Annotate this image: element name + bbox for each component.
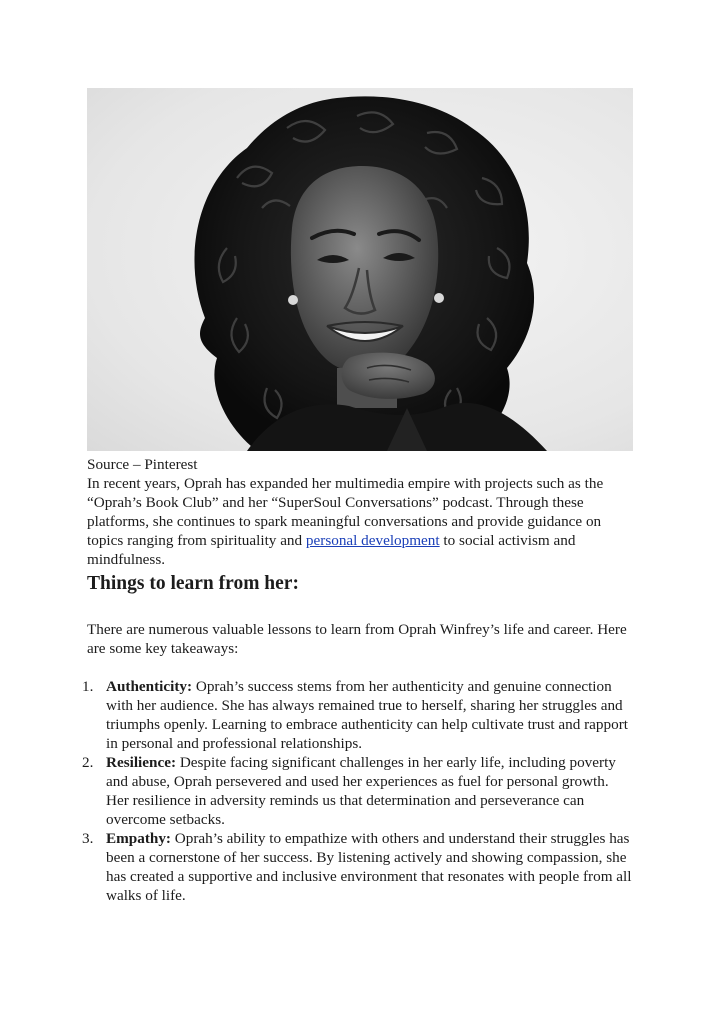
personal-development-link[interactable]: personal development (305, 532, 440, 549)
intro-text-before-link: In recent years, Oprah has expanded her multimedia empire with projects such as the “Oprah’s Book Club” and her “SuperSoul Conversations” podcast. Through these platforms, she continues to spark meaningful conversations and provide guidance on topics ranging from spirituality and (87, 475, 604, 549)
takeaway-text: Oprah’s success stems from her authenticity and genuine connection with her audience. She has always remained true to herself, sharing her struggles and triumphs openly. Learning to embrace authenticity can help cultivate trust and rapport in personal and professional relationships. (106, 678, 628, 752)
portrait-photo (87, 88, 633, 451)
image-caption: Source – Pinterest (87, 456, 198, 473)
list-item-empathy (0, 829, 690, 905)
intro-paragraph (87, 474, 635, 569)
list-number: 1. (82, 678, 94, 695)
takeaway-text: Despite facing significant challenges in her early life, including poverty and abuse, Oprah persevered and used her experiences as fuel for personal growth. Her resilience in adversity reminds us that determination and perseverance can overcome setbacks. (106, 754, 616, 828)
takeaway-text: Oprah’s ability to empathize with others and understand their struggles has been a cornerstone of her success. By listening actively and showing compassion, she has created a supportive and inclusive environment that resonates with people from all walks of life. (106, 830, 632, 904)
list-item-authenticity (0, 677, 690, 753)
list-number: 3. (82, 830, 94, 847)
section-heading: Things to learn from her: (87, 573, 299, 594)
takeaway-term: Empathy: (106, 830, 171, 847)
intro-text-after-link: to social activism and mindfulness. (87, 532, 576, 568)
lead-paragraph: There are numerous valuable lessons to learn from Oprah Winfrey’s life and career. Here are some key takeaways: (87, 621, 627, 657)
takeaway-term: Authenticity: (106, 678, 193, 695)
list-item-resilience (0, 753, 690, 829)
takeaways-list (0, 677, 690, 905)
portrait-illustration (87, 88, 633, 451)
takeaway-term: Resilience: (106, 754, 177, 771)
list-number: 2. (82, 754, 94, 771)
